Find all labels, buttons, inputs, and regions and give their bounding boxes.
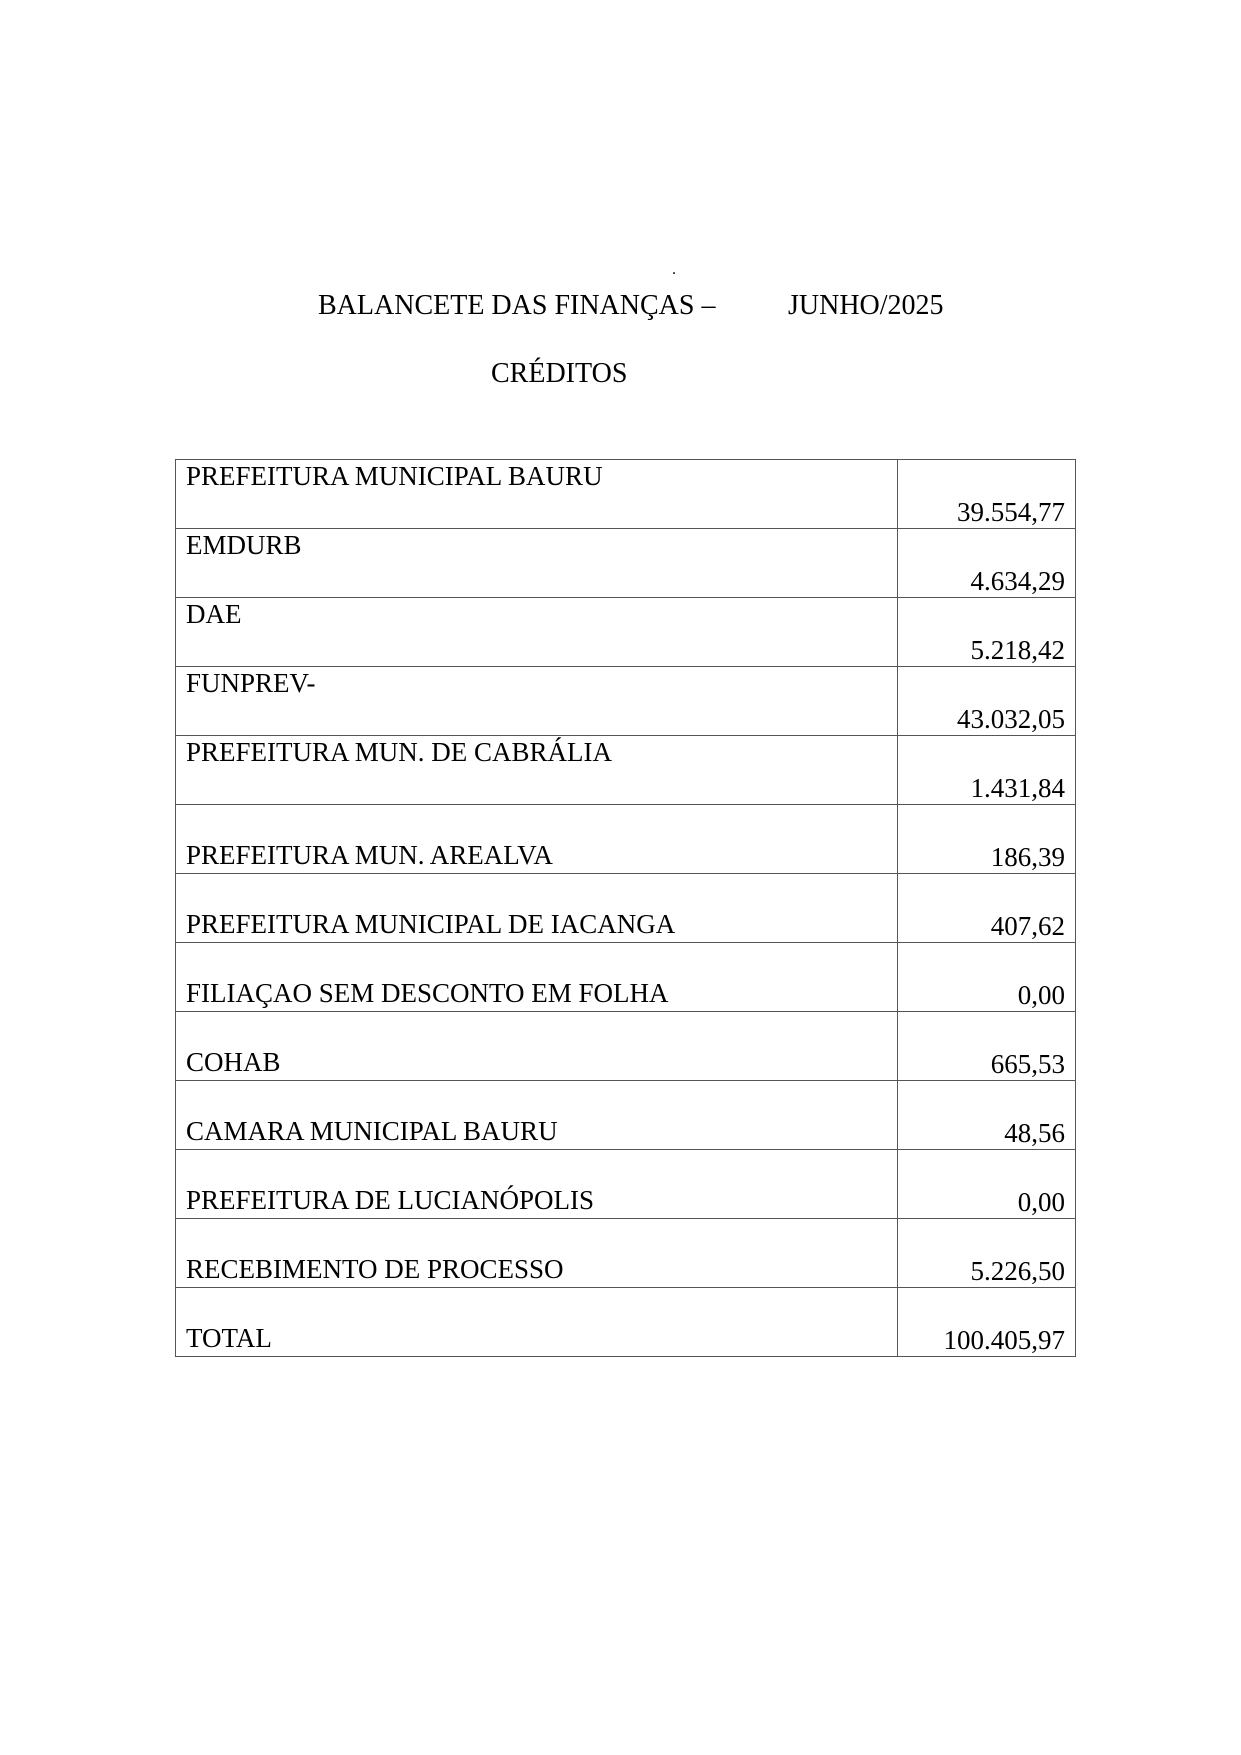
row-label: COHAB <box>176 1012 898 1081</box>
row-value: 0,00 <box>898 1150 1076 1219</box>
row-label: PREFEITURA MUN. AREALVA <box>176 805 898 874</box>
row-label: FUNPREV- <box>176 667 898 736</box>
section-title: CRÉDITOS <box>491 358 628 389</box>
credits-table <box>175 459 1076 1357</box>
table-row <box>176 667 1076 736</box>
table-row <box>176 1150 1076 1219</box>
row-label: PREFEITURA MUNICIPAL BAURU <box>176 460 898 529</box>
row-value: 1.431,84 <box>898 736 1076 805</box>
row-label: PREFEITURA MUNICIPAL DE IACANGA <box>176 874 898 943</box>
row-value: 0,00 <box>898 943 1076 1012</box>
document-period: JUNHO/2025 <box>788 290 944 321</box>
table-row <box>176 460 1076 529</box>
row-label: RECEBIMENTO DE PROCESSO <box>176 1219 898 1288</box>
row-label: PREFEITURA MUN. DE CABRÁLIA <box>176 736 898 805</box>
total-label: TOTAL <box>176 1288 898 1357</box>
header-dot: . <box>672 261 676 278</box>
table-row <box>176 1012 1076 1081</box>
row-value: 186,39 <box>898 805 1076 874</box>
row-label: DAE <box>176 598 898 667</box>
row-value: 5.218,42 <box>898 598 1076 667</box>
row-label: CAMARA MUNICIPAL BAURU <box>176 1081 898 1150</box>
row-value: 39.554,77 <box>898 460 1076 529</box>
table-row <box>176 529 1076 598</box>
total-value: 100.405,97 <box>898 1288 1076 1357</box>
row-value: 48,56 <box>898 1081 1076 1150</box>
table-row <box>176 1219 1076 1288</box>
table-row <box>176 736 1076 805</box>
row-value: 665,53 <box>898 1012 1076 1081</box>
row-label: EMDURB <box>176 529 898 598</box>
document-title: BALANCETE DAS FINANÇAS – <box>318 290 716 321</box>
table-row <box>176 598 1076 667</box>
row-value: 4.634,29 <box>898 529 1076 598</box>
total-row <box>176 1288 1076 1357</box>
row-label: PREFEITURA DE LUCIANÓPOLIS <box>176 1150 898 1219</box>
table-row <box>176 943 1076 1012</box>
row-label: FILIAÇAO SEM DESCONTO EM FOLHA <box>176 943 898 1012</box>
row-value: 43.032,05 <box>898 667 1076 736</box>
table-row <box>176 1081 1076 1150</box>
row-value: 407,62 <box>898 874 1076 943</box>
table-row <box>176 805 1076 874</box>
row-value: 5.226,50 <box>898 1219 1076 1288</box>
table-row <box>176 874 1076 943</box>
